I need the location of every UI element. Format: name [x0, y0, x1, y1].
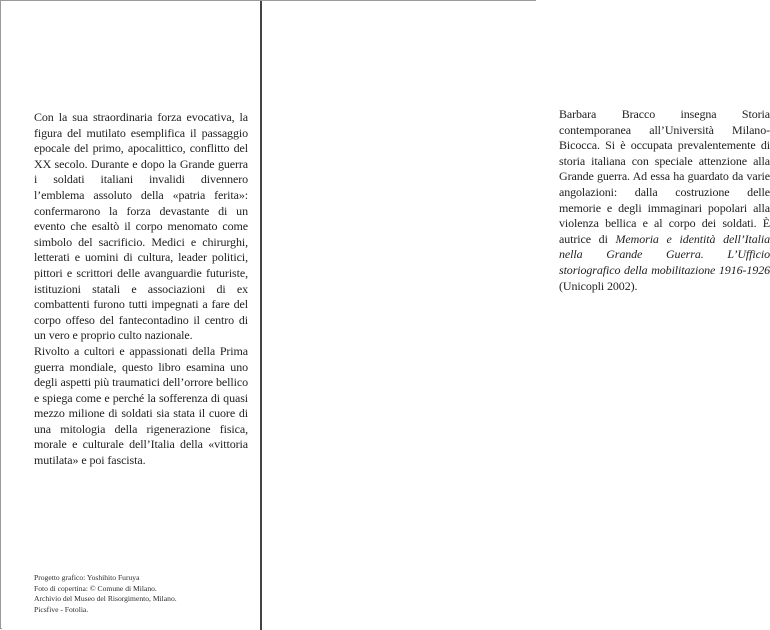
credit-line-photo: Foto di copertina: © Comune di Milano.: [34, 583, 157, 593]
cover-credits: [34, 573, 248, 615]
blurb-paragraph-2: Rivolto a cultori e appassionati della Prima guerra mondiale, questo libro esamina uno degli aspetti più traumatici dell’orrore bellico e spiega come e perché la sofferenza di quasi mezzo milione di soldati sia stata il cuore di una mitologia della rigenerazione fisica, morale e culturale dell’Italia della «vittoria mutilata» e poi fascista.: [34, 343, 248, 468]
author-book-publisher: (Unicopli 2002).: [559, 278, 638, 293]
author-bio-text: Barbara Bracco insegna Storia contemporanea all’Università Milano-Bicocca. Si è occupata prevalentemente di storia italiana con speciale attenzione alla Grande guerra. Ad essa ha guardato da varie angolazioni: dalla costruzione delle memorie e degli immaginari popolari alla violenza bellica e al corpo dei soldati. È autrice di: [559, 107, 770, 246]
front-flap: [2, 1, 261, 630]
credit-line-archive: Archivio del Museo del Risorgimento, Milano.: [34, 594, 177, 604]
author-book-title: Memoria e identità dell’Italia nella Grande Guerra. L’Ufficio storiografico della mobilitazione 1916-1926: [559, 231, 770, 277]
blurb-paragraph-1: Con la sua straordinaria forza evocativa, la figura del mutilato esemplifica il passaggio epocale del primo, apocalittico, conflitto del XX secolo. Durante e dopo la Grande guerra i soldati italiani invalidi divennero l’emblema assoluto della «patria ferita»: confermarono la forza devastante di un evento che esaltò il corpo menomato come simbolo del sacrificio. Medici e chirurghi, letterati e uomini di cultura, leader politici, pittori e scrittori delle avanguardie futuriste, istituzioni statali e associazioni di ex combattenti furono tutti impegnati a fare del corpo offeso del fantecontadino il centro di un vero e proprio culto nazionale.: [34, 110, 248, 343]
back-flap: [262, 1, 770, 630]
author-bio: [559, 107, 770, 294]
credit-line-design: Progetto grafico: Yoshihito Furuya: [34, 573, 140, 582]
credit-line-source: Picsfive - Fotolia.: [34, 604, 89, 614]
book-blurb: [34, 110, 248, 469]
